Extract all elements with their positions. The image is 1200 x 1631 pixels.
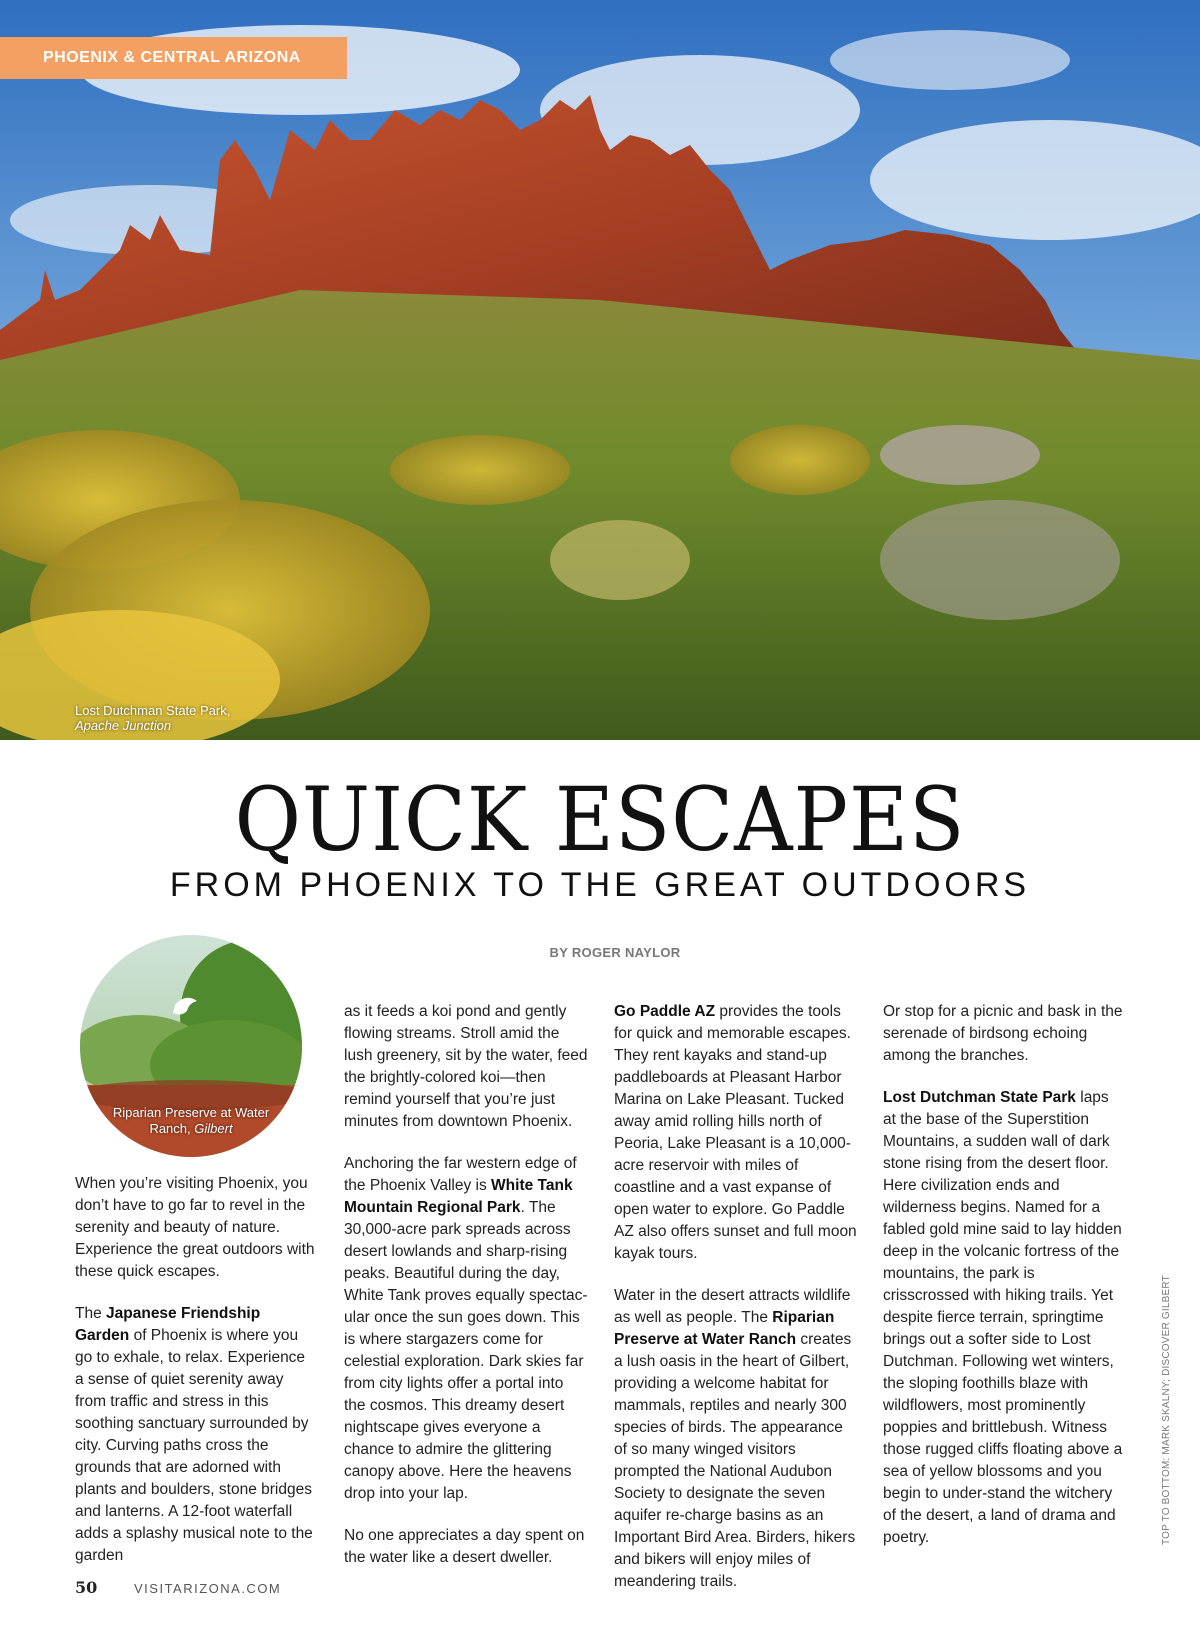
picnic-paragraph: Or stop for a picnic and bask in the serenade of birdsong echoing among the branches. [883, 1003, 1123, 1064]
japanese-garden-paragraph: The Japanese Friendship Garden of Phoenix is where you go to exhale, to relax. Experience a sense of quiet serenity away from traffic and stress in this soothing sanctuary surrounded by city. Curving paths cross the grounds that are adorned with plants and boulders, stone bridges and lanterns. A 12-foot waterfall adds a splashy musical note to the garden [75, 1305, 313, 1564]
inset-photo-caption [80, 1105, 302, 1137]
go-paddle-name: Go Paddle AZ [614, 1003, 716, 1020]
riparian-paragraph: Water in the desert attracts wildlife as well as people. The Riparian Preserve at Water Ranch creates a lush oasis in the heart of Gilbert, providing a welcome habitat for mammals, reptiles and nearly 300 species of birds. The appearance of so many winged visitors prompted the National Audubon Society to designate the seven aquifer re-charge basins as an Important Bird Area. Birders, hikers and bikers will enjoy miles of meandering trails. [614, 1287, 856, 1590]
riparian-name: Riparian Preserve at Water Ranch [614, 1309, 835, 1348]
page-number: 50 [75, 1578, 98, 1597]
hero-photo-caption [75, 703, 230, 733]
koi-paragraph: as it feeds a koi pond and gently flowing streams. Stroll amid the lush greenery, sit by the water, feed the brightly-colored koi—then remind yourself that you’re just minutes from downtown Phoenix. [344, 1003, 588, 1130]
website-url: VISITARIZONA.COM [134, 1581, 282, 1596]
section-tag: PHOENIX & CENTRAL ARIZONA [0, 37, 347, 79]
column-2 [344, 1001, 589, 1589]
hero-caption-place: Lost Dutchman State Park, [75, 703, 231, 718]
white-tank-paragraph: Anchoring the far western edge of the Phoenix Valley is White Tank Mountain Regional Park. The 30,000-acre park spreads across desert lowlands and sharp-rising peaks. Beautiful during the day, White Tank proves equally spectac-ular once the sun goes down. This is where stargazers come for celestial exploration. Dark skies far from city lights offer a portal into the cosmos. This dreamy desert nightscape gives everyone a chance to admire the glittering canopy above. Here the heavens drop into your lap. [344, 1155, 588, 1502]
photo-credit: TOP TO BOTTOM: MARK SKALNY; DISCOVER GILBERT [1161, 1275, 1172, 1545]
superstition-mountains-image [0, 0, 1200, 740]
column-4 [883, 1001, 1123, 1569]
white-tank-name: White Tank Mountain Regional Park [344, 1177, 573, 1216]
go-paddle-paragraph: Go Paddle AZ provides the tools for quick and memorable escapes. They rent kayaks and stand-up paddleboards at Pleasant Harbor Marina on Lake Pleasant. Tucked away amid rolling hills north of Peoria, Lake Pleasant is a 10,000-acre reservoir with miles of coastline and a vast expanse of open water to explore. Go Paddle AZ also offers sunset and full moon kayak tours. [614, 1003, 857, 1262]
inset-caption-place: Ranch, [149, 1121, 191, 1136]
intro-paragraph: When you’re visiting Phoenix, you don’t have to go far to revel in the serenity and beauty of nature. Experience the great outdoors with these quick escapes. [75, 1175, 315, 1280]
byline: BY ROGER NAYLOR [549, 945, 681, 960]
lost-dutchman-name: Lost Dutchman State Park [883, 1089, 1076, 1106]
lost-dutchman-paragraph: Lost Dutchman State Park laps at the base of the Superstition Mountains, a sudden wall of dark stone rising from the desert floor. Here civilization ends and wilderness begins. Named for a fabled gold mine said to lay hidden deep in the volcanic fortress of the mountains, the park is crisscrossed with hiking trails. Yet despite fierce terrain, springtime brings out a softer side to Lost Dutchman. Following wet winters, the sloping foothills blaze with wildflowers, most prominently poppies and brittlebush. Witness those rugged cliffs floating above a sea of yellow blossoms and you begin to under-stand the witchery of the desert, a land of drama and poetry. [883, 1089, 1123, 1546]
water-paragraph: No one appreciates a day spent on the water like a desert dweller. [344, 1527, 585, 1566]
inset-caption-line1: Riparian Preserve at Water [112, 1105, 270, 1120]
article-title: QUICK ESCAPES [234, 768, 966, 871]
japanese-garden-name: Japanese Friendship Garden [75, 1305, 261, 1344]
article-subtitle: FROM PHOENIX TO THE GREAT OUTDOORS [169, 866, 1031, 904]
hero-photo [0, 0, 1200, 740]
inset-caption-city: Gilbert [194, 1121, 233, 1136]
column-3 [614, 1001, 859, 1613]
hero-caption-city: Apache Junction [75, 718, 172, 733]
column-1 [75, 1173, 315, 1587]
